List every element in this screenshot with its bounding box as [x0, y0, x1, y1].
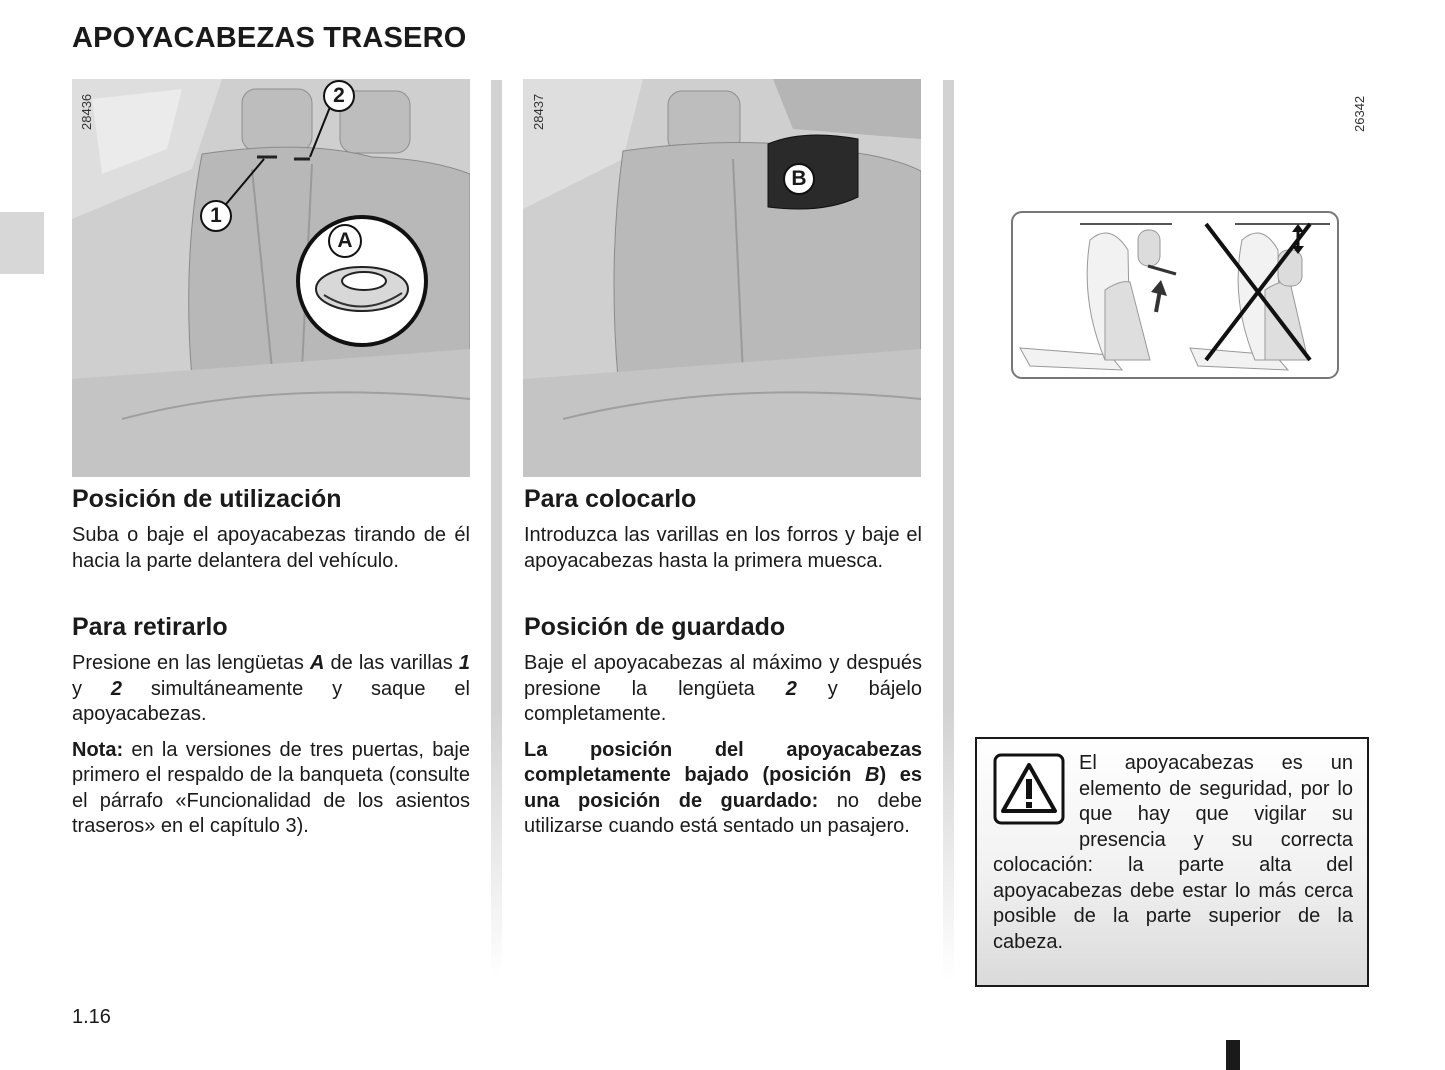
- heading-removal: Para retirarlo: [72, 613, 228, 641]
- column-divider-2: [943, 80, 954, 980]
- heading-stowed-position: Posición de guardado: [524, 613, 786, 641]
- middle-text-column: [524, 484, 922, 840]
- figure-code-middle: 28437: [531, 93, 546, 130]
- figure-code-left: 28436: [79, 93, 94, 130]
- safety-warning-box: [975, 737, 1369, 987]
- page-title: APOYACABEZAS TRASERO: [72, 22, 467, 54]
- page-number: 1.16: [72, 1006, 111, 1028]
- paragraph-stowed-position: Baje el apoyacabezas al máximo y después presione la lengüeta 2 y bájelo completamente.: [524, 652, 922, 725]
- left-text-column: [72, 484, 470, 840]
- callout-1: 1: [200, 200, 232, 232]
- paragraph-note: Nota: en la versiones de tres puertas, baje primero el respaldo de la banqueta (consulte el párrafo «Funcionalidad de los asientos traseros» en el capítulo 3).: [72, 738, 470, 837]
- warning-triangle-icon: [993, 753, 1065, 825]
- rear-seat-photo-removal: [72, 79, 470, 477]
- heading-usage-position: Posición de utilización: [72, 485, 342, 513]
- callout-a: A: [328, 224, 362, 258]
- chapter-tab-marker: [0, 212, 44, 274]
- paragraph-stowed-warning: La posición del apoyacabezas completamente bajado (posición B) es una posición de guardado: no debe utilizarse cuando está sentado un pasajero.: [524, 738, 923, 837]
- column-divider-1: [491, 80, 502, 980]
- paragraph-usage-position: Suba o baje el apoyacabezas tirando de él hacia la parte delantera del vehículo.: [72, 524, 470, 572]
- figure-code-right: 26342: [1352, 95, 1367, 132]
- page-edge-marker: [1226, 1040, 1240, 1070]
- paragraph-fitting: Introduzca las varillas en los forros y baje el apoyacabezas hasta la primera muesca.: [524, 524, 922, 572]
- callout-2: 2: [323, 80, 355, 112]
- warning-text: El apoyacabezas es un elemento de seguridad, por lo que hay que vigilar su presencia y su correcta colocación: la parte alta del apoyacabezas debe estar lo más cerca posible de la parte superior de la cabeza.: [993, 752, 1353, 953]
- callout-b: B: [783, 163, 815, 195]
- paragraph-removal: Presione en las lengüetas A de las varillas 1 y 2 simultáneamente y saque el apoyacabezas.: [72, 652, 471, 725]
- headrest-position-diagram: [1010, 210, 1342, 387]
- heading-fitting: Para colocarlo: [524, 485, 697, 513]
- rear-seat-photo-stowed: [523, 79, 921, 477]
